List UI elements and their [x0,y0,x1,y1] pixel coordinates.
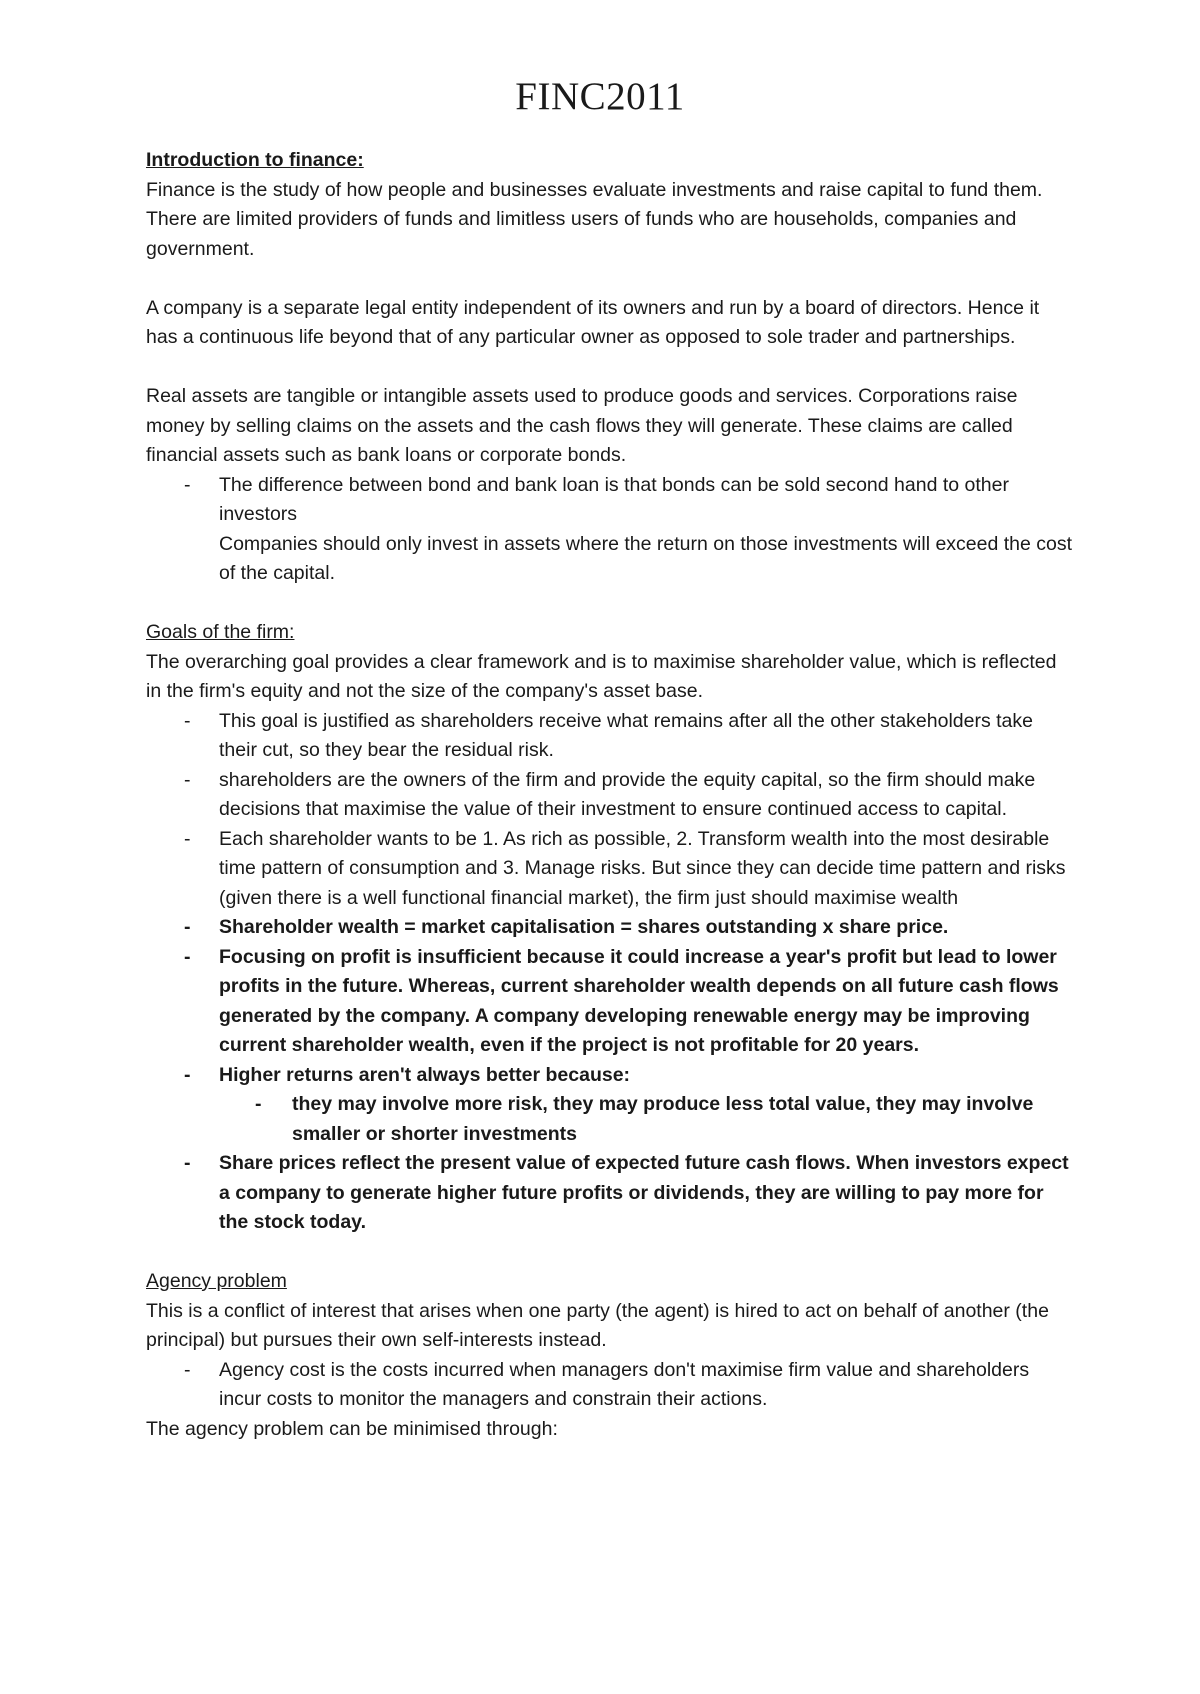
document-body [146,146,1076,1444]
list-item: - Agency cost is the costs incurred when managers don't maximise firm value and shareholders incur costs to monitor the managers and constrain their actions. [146,1356,1076,1415]
document-title: FINC2011 [515,75,685,118]
sub-list-item: - they may involve more risk, they may produce less total value, they may involve smaller or shorter investments [219,1090,1076,1149]
list-item: - This goal is justified as shareholders receive what remains after all the other stakeholders take their cut, so they bear the residual risk. [146,707,1076,766]
intro-bullet-list [146,471,1076,589]
intro-paragraph-2: A company is a separate legal entity independent of its owners and run by a board of directors. Hence it has a continuous life beyond that of any particular owner as opposed to sole trader and partnerships. [146,296,1040,348]
list-item: - The difference between bond and bank loan is that bonds can be sold second hand to other investors [146,471,1076,530]
list-item: - Shareholder wealth = market capitalisation = shares outstanding x share price. [146,913,1076,943]
list-item: - Each shareholder wants to be 1. As rich as possible, 2. Transform wealth into the most desirable time pattern of consumption and 3. Manage risks. But since they can decide time pattern and risks (given there is a well functional financial market), the firm just should maximise wealth [146,825,1076,914]
list-item: - Share prices reflect the present value of expected future cash flows. When investors expect a company to generate higher future profits or dividends, they are willing to pay more for the stock today. [146,1149,1076,1238]
intro-paragraph-3: Real assets are tangible or intangible assets used to produce goods and services. Corporations raise money by selling claims on the assets and the cash flows they will generate. These claims are called financial assets such as bank loans or corporate bonds. [146,385,1018,466]
higher-returns-text: Higher returns aren't always better because: [219,1063,631,1086]
list-item: Companies should only invest in assets where the return on those investments will exceed the cost of the capital. [219,532,1073,584]
goals-bullet-list [146,707,1076,1238]
agency-paragraph-2: The agency problem can be minimised through: [146,1417,558,1440]
intro-heading: Introduction to finance: [146,149,364,171]
list-item [146,1061,1076,1150]
list-item: - shareholders are the owners of the firm and provide the equity capital, so the firm should make decisions that maximise the value of their investment to ensure continued access to capital. [146,766,1076,825]
goals-heading: Goals of the firm: [146,621,295,643]
agency-paragraph-1: This is a conflict of interest that arises when one party (the agent) is hired to act on behalf of another (the principal) but pursues their own self-interests instead. [146,1299,1049,1351]
intro-paragraph-1: Finance is the study of how people and businesses evaluate investments and raise capital to fund them. There are limited providers of funds and limitless users of funds who are households, companies and government. [146,178,1043,260]
list-item: - Focusing on profit is insufficient because it could increase a year's profit but lead to lower profits in the future. Whereas, current shareholder wealth depends on all future cash flows generated by the company. A company developing renewable energy may be improving current shareholder wealth, even if the project is not profitable for 20 years. [146,943,1076,1061]
higher-returns-sublist [219,1090,1076,1149]
agency-bullet-list [146,1356,1076,1415]
agency-heading: Agency problem [146,1270,287,1292]
goals-paragraph: The overarching goal provides a clear framework and is to maximise shareholder value, which is reflected in the firm's equity and not the size of the company's asset base. [146,650,1057,702]
